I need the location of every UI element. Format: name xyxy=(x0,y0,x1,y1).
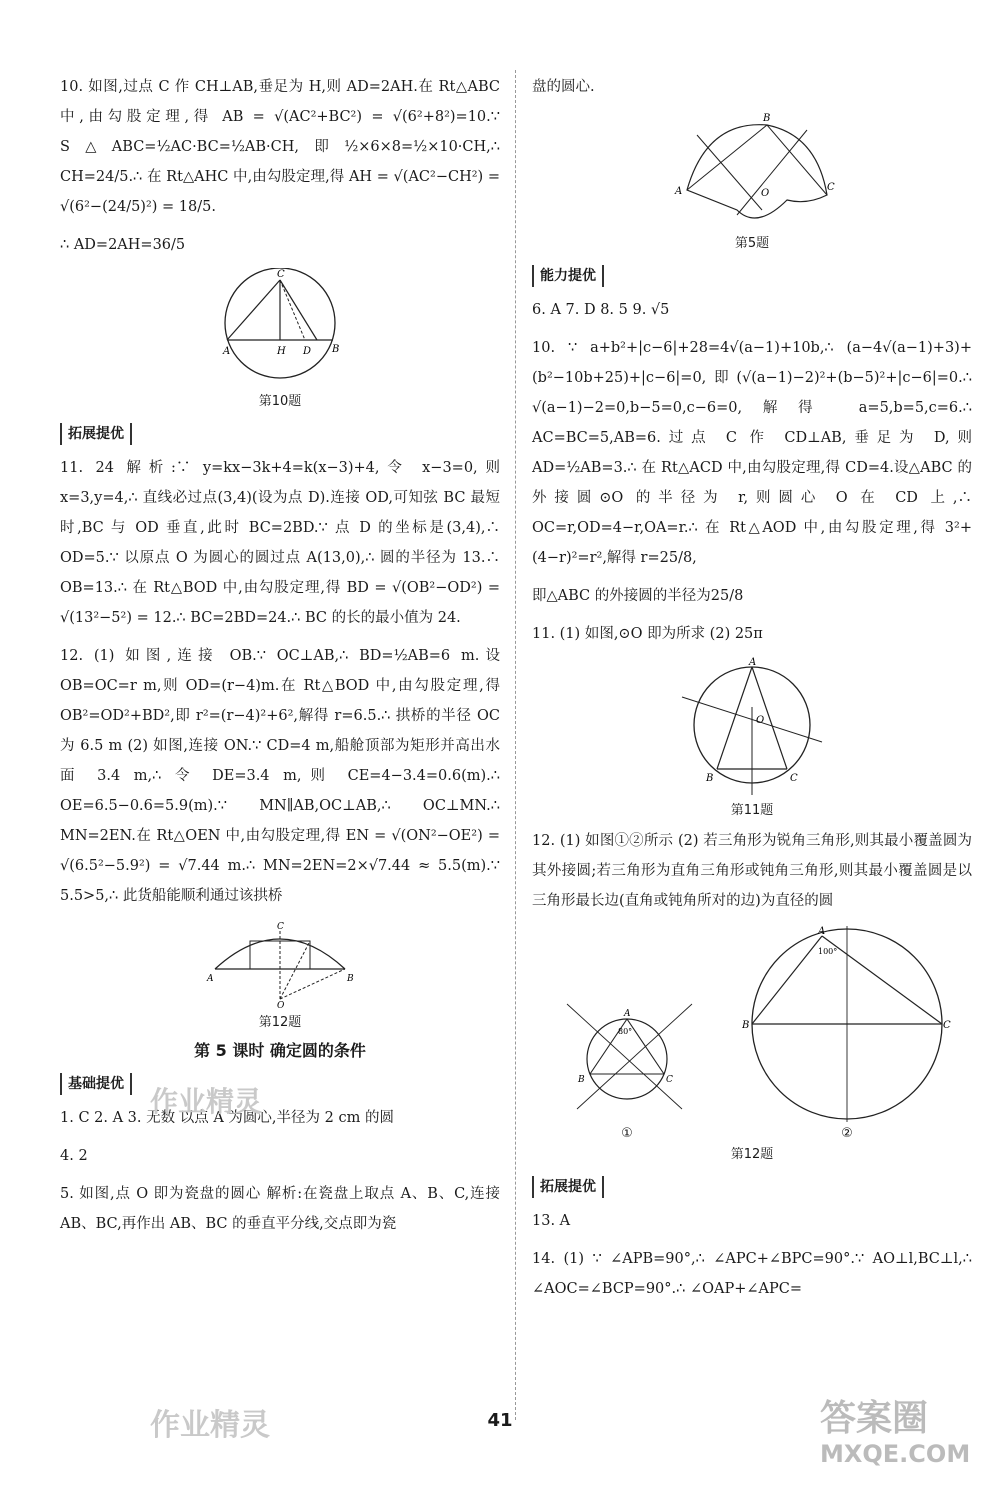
q10-conclusion: ∴ AD=2AH=36/5 xyxy=(60,237,186,253)
svg-text:C: C xyxy=(790,773,798,784)
q1-3-answers: 1. C 2. A 3. 无数 以点 A 为圆心,半径为 2 cm 的圆 xyxy=(60,1110,394,1126)
figure-12-label-1: ① xyxy=(621,1126,633,1141)
figure-12-left-caption: 第12题 xyxy=(258,1015,302,1030)
svg-text:B: B xyxy=(742,1020,750,1031)
svg-text:A: A xyxy=(624,1009,631,1019)
section-tag-ability: 能力提优 xyxy=(532,265,604,287)
svg-text:C: C xyxy=(666,1075,673,1085)
q12-text: 12. (1) 如图,连接 OB.∵ OC⊥AB,∴ BD=½AB=6 m.设 OB=OC=r m,则 OD=(r−4)m.在 Rt△BOD 中,由勾股定理,得 OB²=OD²+BD²,即 r²=(r−4)²+6²,解得 r=6.5.∴ 拱桥的半径 OC 为 6.5 m (2) 如图,连接 ON.∵ CD=4 m,船舱顶部为矩形并高出水面 3.4 m,∴ 令 DE=3.4 m,则 CE=4−3.4=0.6(m).∴ OE=6.5−0.6=5.9(m).∵ MN∥AB,OC⊥AB,∴ OC⊥MN.∴ MN=2EN.在 Rt△OEN 中,由勾股定理,得 EN = √(ON²−OE²) = √(6.5²−5.9²) = √7.44 m.∴ MN=2EN=2×√7.44 ≈ 5.5(m).∵ 5.5>5,∴ 此货船能顺利通过该拱桥 xyxy=(60,648,500,904)
section-tag-extension-right: 拓展提优 xyxy=(532,1176,604,1198)
figure-12-part2 xyxy=(742,924,952,1141)
figure-12-left xyxy=(60,919,500,1030)
angle-label-1: 80° xyxy=(618,1027,633,1036)
q14-text: 14. (1) ∵ ∠APB=90°,∴ ∠APC+∠BPC=90°.∵ AO⊥l,BC⊥l,∴ ∠AOC=∠BCP=90°.∴ ∠OAP+∠APC= xyxy=(532,1251,972,1297)
figure-10 xyxy=(60,268,500,409)
watermark-site: MXQE.COM xyxy=(820,1440,971,1468)
svg-text:O: O xyxy=(761,188,770,199)
svg-text:A: A xyxy=(223,346,231,357)
watermark-bottom-left: 作业精灵 xyxy=(150,1408,270,1443)
svg-text:A: A xyxy=(675,186,683,197)
svg-text:B: B xyxy=(578,1075,585,1085)
svg-text:A: A xyxy=(207,974,214,984)
watermark-left: 作业精灵 xyxy=(150,1085,263,1118)
q10-text: 10. 如图,过点 C 作 CH⊥AB,垂足为 H,则 AD=2AH.在 Rt△ABC 中,由勾股定理,得 AB = √(AC²+BC²) = √(6²+8²)=10.∵ S△ABC=½AC·BC=½AB·CH,即½×6×8=½×10·CH,∴ CH=24/5.∴ 在 Rt△AHC 中,由勾股定理,得 AH = √(AC²−CH²) = √(6²−(24/5)²) = 18/5. xyxy=(60,79,500,215)
figure-11 xyxy=(532,657,972,818)
svg-text:C: C xyxy=(827,182,835,193)
q6-9-answers: 6. A 7. D 8. 5 9. √5 xyxy=(532,302,670,318)
figure-5-caption: 第5题 xyxy=(734,236,770,251)
obtuse-triangle-diagram xyxy=(742,924,952,1124)
watermark-answer-circle: 答案圈 xyxy=(820,1398,929,1439)
acute-triangle-diagram xyxy=(552,994,702,1124)
page-number: 41 xyxy=(487,1410,513,1431)
svg-text:C: C xyxy=(277,922,284,932)
q10-right-end: 即△ABC 的外接圆的半径为25/8 xyxy=(532,588,744,604)
figure-12-right-caption: 第12题 xyxy=(730,1147,774,1162)
svg-text:O: O xyxy=(277,1001,285,1009)
svg-text:B: B xyxy=(332,344,340,355)
q4-answer: 4. 2 xyxy=(60,1148,88,1164)
figure-5 xyxy=(532,110,972,251)
circumcircle-diagram xyxy=(672,657,832,797)
svg-text:C: C xyxy=(277,269,285,280)
q13-answer: 13. A xyxy=(532,1213,571,1229)
svg-text:H: H xyxy=(277,346,286,357)
lesson-title: 第 5 课时 确定圆的条件 xyxy=(194,1041,366,1060)
arch-bridge-diagram xyxy=(205,919,355,1009)
section-tag-basic: 基础提优 xyxy=(60,1073,132,1095)
figure-12-right xyxy=(532,924,972,1162)
q12-right-text: 12. (1) 如图①②所示 (2) 若三角形为锐角三角形,则其最小覆盖圆为其外接圆;若三角形为直角三角形或钝角三角形,则其最小覆盖圆是以三角形最长边(直角或钝角所对的边)为直径的圆 xyxy=(532,833,972,909)
figure-10-caption: 第10题 xyxy=(258,394,302,409)
q5-text: 5. 如图,点 O 即为瓷盘的圆心 解析:在瓷盘上取点 A、B、C,连接 AB、BC,再作出 AB、BC 的垂直平分线,交点即为瓷 xyxy=(60,1186,500,1232)
circle-triangle-diagram xyxy=(205,268,355,388)
svg-text:A: A xyxy=(749,657,757,668)
figure-12-label-2: ② xyxy=(841,1126,853,1141)
plate-center-diagram xyxy=(667,110,837,230)
figure-11-caption: 第11题 xyxy=(730,803,774,818)
left-column xyxy=(60,72,500,1247)
svg-text:C: C xyxy=(943,1020,951,1031)
q11-text: 11. 24 解析:∵ y=kx−3k+4=k(x−3)+4,令 x−3=0,则 x=3,y=4,∴ 直线必过点(3,4)(设为点 D).连接 OD,可知弦 BC 最短时,BC 与 OD 垂直,此时 BC=2BD.∵ 点 D 的坐标是(3,4),∴ OD=5.∵ 以原点 O 为圆心的圆过点 A(13,0),∴ 圆的半径为 13.∴ OB=13.∴ 在 Rt△BOD 中,由勾股定理,得 BD = √(OB²−OD²) = √(13²−5²) = 12.∴ BC=2BD=24.∴ BC 的长的最小值为 24. xyxy=(60,460,500,626)
right-column xyxy=(532,72,972,1312)
svg-text:B: B xyxy=(706,773,714,784)
section-tag-extension: 拓展提优 xyxy=(60,423,132,445)
q11-right-text: 11. (1) 如图,⊙O 即为所求 (2) 25π xyxy=(532,626,763,642)
figure-12-part1 xyxy=(552,994,702,1141)
angle-label-2: 100° xyxy=(818,947,838,956)
svg-text:O: O xyxy=(756,715,765,726)
svg-text:A: A xyxy=(818,926,826,937)
svg-text:D: D xyxy=(303,346,312,357)
svg-text:B: B xyxy=(347,974,354,984)
svg-text:B: B xyxy=(763,113,771,124)
q5-continued: 盘的圆心. xyxy=(532,79,595,95)
q10-right-text: 10. ∵ a+b²+|c−6|+28=4√(a−1)+10b,∴ (a−4√(a−1)+3)+(b²−10b+25)+|c−6|=0,即(√(a−1)−2)²+(b−5)²+|c−6|=0.∴ √(a−1)−2=0,b−5=0,c−6=0,解得 a=5,b=5,c=6.∴ AC=BC=5,AB=6.过点 C 作 CD⊥AB,垂足为 D,则 AD=½AB=3.∴ 在 Rt△ACD 中,由勾股定理,得 CD=4.设△ABC 的外接圆⊙O 的半径为 r,则圆心 O 在 CD 上,∴ OC=r,OD=4−r,OA=r.∴ 在 Rt△AOD 中,由勾股定理,得 3²+(4−r)²=r²,解得 r=25/8, xyxy=(532,340,972,566)
column-divider xyxy=(515,70,516,1420)
